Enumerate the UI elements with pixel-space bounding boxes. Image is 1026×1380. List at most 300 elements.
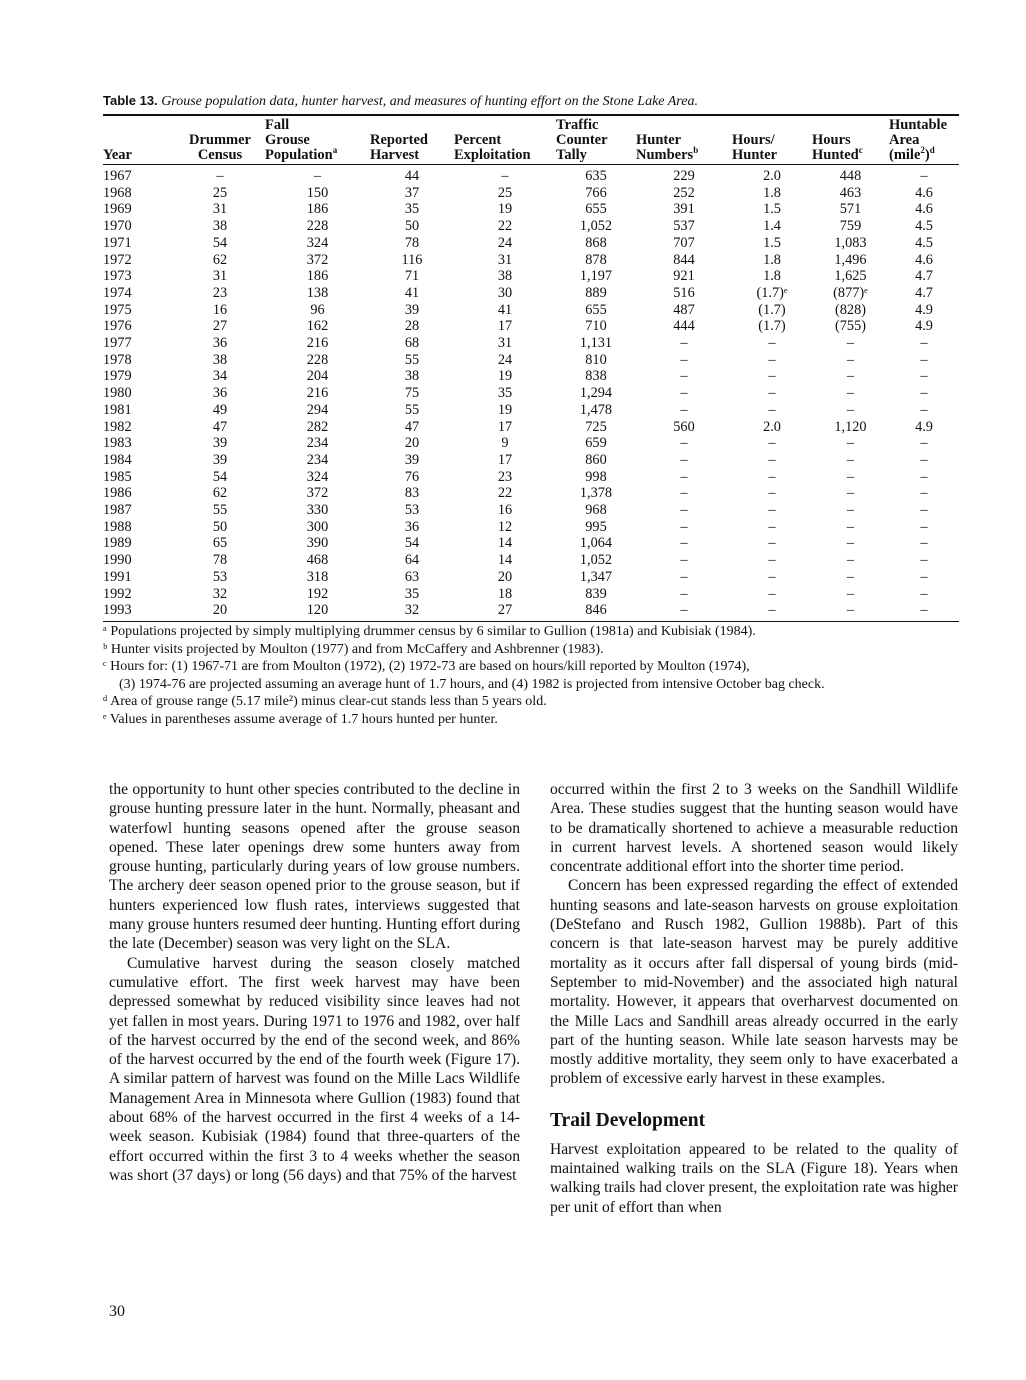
cell-traffic-tally: 878 <box>585 251 607 268</box>
cell-fall-population: 204 <box>306 368 329 385</box>
cell-fall-population: 390 <box>306 535 329 552</box>
cell-hours-per-hunter: – <box>768 485 776 502</box>
cell-hours-hunted: 1,083 <box>834 234 867 251</box>
cell-traffic-tally: 995 <box>585 518 607 535</box>
table-row <box>103 218 959 235</box>
cell-hunter-numbers: – <box>680 518 688 535</box>
cell-hunter-numbers: 844 <box>673 251 695 268</box>
table-title: Grouse population data, hunter harvest, and measures of hunting effort on the Stone Lake Area. <box>161 94 698 109</box>
cell-hours-hunted: (828) <box>835 301 866 318</box>
right-column <box>550 780 958 1217</box>
header-drummer-census: Drummer Census <box>175 116 265 165</box>
cell-hunter-numbers: 537 <box>673 218 695 235</box>
cell-drummer-census: 54 <box>212 468 228 485</box>
right-paragraph-3: Harvest exploitation appeared to be related to the quality of maintained walking trails on the SLA (Figure 18). Years when walking trails had clover present, the exploitation rate was higher per unit of effort than when <box>550 1140 958 1216</box>
cell-traffic-tally: 839 <box>585 585 607 602</box>
cell-traffic-tally: 838 <box>585 368 607 385</box>
cell-traffic-tally: 1,052 <box>579 552 613 569</box>
cell-traffic-tally: 766 <box>585 184 607 201</box>
cell-percent-exploitation: 14 <box>497 552 513 569</box>
table-row <box>103 502 959 519</box>
cell-year: 1986 <box>103 485 132 502</box>
cell-traffic-tally: 710 <box>585 318 607 335</box>
cell-huntable-area: – <box>920 468 928 485</box>
cell-drummer-census: 39 <box>212 451 228 468</box>
cell-hunter-numbers: – <box>680 502 688 519</box>
cell-fall-population: 372 <box>306 251 329 268</box>
cell-year: 1979 <box>103 368 132 385</box>
cell-drummer-census: – <box>216 168 224 184</box>
header-year: Year <box>103 116 175 165</box>
cell-hours-hunted: 1,120 <box>834 418 867 435</box>
cell-huntable-area: – <box>920 435 928 452</box>
table-footnotes <box>103 623 959 729</box>
cell-hunter-numbers: – <box>680 335 688 352</box>
cell-traffic-tally: 1,347 <box>579 568 613 585</box>
table-row <box>103 485 959 502</box>
table-row <box>103 385 959 402</box>
cell-year: 1974 <box>103 284 132 301</box>
header-hunter-numbers: Hunter Numbers$^b$ <box>636 116 732 165</box>
cell-percent-exploitation: 14 <box>497 535 513 552</box>
cell-hours-per-hunter: – <box>768 502 776 519</box>
cell-fall-population: 216 <box>306 335 329 352</box>
cell-drummer-census: 49 <box>212 401 228 418</box>
cell-hours-hunted: – <box>846 401 855 418</box>
cell-hours-hunted: (877)ᵉ <box>833 284 868 301</box>
cell-drummer-census: 20 <box>212 602 228 619</box>
cell-traffic-tally: 1,064 <box>579 535 613 552</box>
cell-hours-per-hunter: – <box>768 552 776 569</box>
cell-reported-harvest: 63 <box>404 568 420 585</box>
cell-fall-population: 186 <box>306 201 329 218</box>
header-reported-harvest: Reported Harvest <box>370 116 454 165</box>
cell-fall-population: 138 <box>306 284 329 301</box>
cell-percent-exploitation: 19 <box>497 368 513 385</box>
cell-percent-exploitation: 19 <box>497 201 513 218</box>
cell-year: 1977 <box>103 335 132 352</box>
cell-drummer-census: 31 <box>212 201 228 218</box>
table-row <box>103 402 959 419</box>
cell-hours-per-hunter: 2.0 <box>763 168 781 184</box>
cell-reported-harvest: 39 <box>404 451 420 468</box>
header-huntable-area: Huntable Area (mile$^2$)$^d$ <box>889 116 959 165</box>
cell-year: 1981 <box>103 401 132 418</box>
cell-traffic-tally: 868 <box>585 234 607 251</box>
cell-hunter-numbers: 560 <box>673 418 695 435</box>
section-heading: Trail Development <box>550 1109 706 1131</box>
cell-huntable-area: – <box>920 451 928 468</box>
cell-drummer-census: 25 <box>212 184 228 201</box>
cell-hours-hunted: 1,625 <box>834 268 867 285</box>
left-column <box>109 780 520 1185</box>
cell-reported-harvest: 38 <box>404 368 420 385</box>
cell-fall-population: 228 <box>306 218 329 235</box>
cell-hours-hunted: – <box>846 468 855 485</box>
cell-hours-hunted: – <box>846 568 855 585</box>
cell-hours-hunted: – <box>846 335 855 352</box>
cell-percent-exploitation: 31 <box>497 335 513 352</box>
cell-hours-per-hunter: (1.7)ᵉ <box>756 284 788 301</box>
cell-percent-exploitation: 23 <box>497 468 513 485</box>
cell-hunter-numbers: 921 <box>673 268 695 285</box>
table-row <box>103 469 959 486</box>
cell-traffic-tally: 810 <box>585 351 607 368</box>
cell-year: 1978 <box>103 351 132 368</box>
cell-hours-per-hunter: – <box>768 602 776 619</box>
cell-hunter-numbers: 516 <box>673 284 695 301</box>
cell-year: 1988 <box>103 518 132 535</box>
cell-hours-hunted: 571 <box>839 201 862 218</box>
cell-hours-per-hunter: 1.5 <box>763 201 781 218</box>
cell-hunter-numbers: 707 <box>673 234 695 251</box>
cell-hours-hunted: – <box>846 535 855 552</box>
table-row <box>103 452 959 469</box>
cell-fall-population: 192 <box>306 585 329 602</box>
left-paragraph-1: the opportunity to hunt other species contributed to the decline in grouse hunting pressure later in the hunt. Normally, pheasant and waterfowl hunting seasons opened after the grouse season opened. These later openings drew some hunters away from grouse hunting, particularly during years of low grouse numbers. The archery deer season opened prior to the grouse season, but if hunters experienced low flush rates, interviews suggested that many grouse hunters resumed deer hunting. Hunting effort during the late (December) season was very light on the SLA. <box>109 781 520 953</box>
cell-huntable-area: – <box>920 335 928 352</box>
cell-fall-population: 120 <box>306 602 329 619</box>
cell-percent-exploitation: 38 <box>497 268 513 285</box>
cell-fall-population: 228 <box>306 351 329 368</box>
cell-traffic-tally: 1,378 <box>579 485 613 502</box>
cell-traffic-tally: 659 <box>585 435 607 452</box>
cell-huntable-area: 4.9 <box>915 318 933 335</box>
table-row <box>103 268 959 285</box>
cell-percent-exploitation: – <box>501 168 509 184</box>
cell-year: 1972 <box>103 251 132 268</box>
cell-hunter-numbers: 252 <box>673 184 695 201</box>
table-13 <box>103 92 959 729</box>
cell-percent-exploitation: 25 <box>497 184 513 201</box>
cell-huntable-area: – <box>920 535 928 552</box>
cell-percent-exploitation: 17 <box>497 418 513 435</box>
page-number: 30 <box>109 1303 125 1320</box>
cell-percent-exploitation: 31 <box>497 251 513 268</box>
cell-year: 1987 <box>103 502 132 519</box>
cell-huntable-area: – <box>920 518 928 535</box>
cell-reported-harvest: 50 <box>404 218 420 235</box>
table-header-row <box>103 116 959 165</box>
cell-fall-population: 324 <box>306 234 329 251</box>
cell-year: 1993 <box>103 602 132 619</box>
table-row <box>103 165 959 185</box>
cell-hours-hunted: – <box>846 552 855 569</box>
header-hours-per-hunter: Hours/ Hunter <box>732 116 812 165</box>
header-hours-hunted: Hours Hunted$^c$ <box>812 116 889 165</box>
cell-hours-per-hunter: – <box>768 435 776 452</box>
cell-traffic-tally: 1,294 <box>579 385 613 402</box>
cell-hours-hunted: – <box>846 485 855 502</box>
cell-huntable-area: – <box>920 385 928 402</box>
cell-year: 1992 <box>103 585 132 602</box>
cell-hours-per-hunter: – <box>768 401 776 418</box>
header-fall-grouse-population: Fall Grouse Population$^a$ <box>265 116 370 165</box>
cell-traffic-tally: 1,131 <box>579 335 613 352</box>
cell-drummer-census: 34 <box>212 368 228 385</box>
cell-year: 1983 <box>103 435 132 452</box>
cell-fall-population: – <box>313 168 322 184</box>
cell-year: 1985 <box>103 468 132 485</box>
table-row <box>103 185 959 202</box>
cell-percent-exploitation: 30 <box>497 284 513 301</box>
cell-huntable-area: – <box>920 602 928 619</box>
cell-huntable-area: 4.6 <box>915 184 933 201</box>
cell-hours-hunted: – <box>846 368 855 385</box>
cell-fall-population: 300 <box>306 518 329 535</box>
cell-percent-exploitation: 16 <box>497 502 513 519</box>
cell-huntable-area: – <box>920 502 928 519</box>
table-row <box>103 235 959 252</box>
cell-drummer-census: 62 <box>212 485 228 502</box>
cell-drummer-census: 32 <box>212 585 228 602</box>
cell-hours-per-hunter: – <box>768 518 776 535</box>
footnote-c: ᶜ Hours for: (1) 1967-71 are from Moulton (1972), (2) 1972-73 are based on hours/kill reported by Moulton (1974), <box>103 659 750 675</box>
data-table <box>103 116 959 621</box>
cell-hours-hunted: 448 <box>839 168 862 184</box>
cell-fall-population: 294 <box>306 401 329 418</box>
footnote-d: ᵈ Area of grouse range (5.17 mile²) minus clear-cut stands less than 5 years old. <box>103 694 547 710</box>
cell-huntable-area: – <box>920 401 928 418</box>
footnote-a: ᵃ Populations projected by simply multiplying drummer census by 6 similar to Gullion (1981a) and Kubisiak (1984). <box>103 623 756 639</box>
cell-hours-per-hunter: – <box>768 568 776 585</box>
cell-fall-population: 318 <box>306 568 329 585</box>
table-row <box>103 302 959 319</box>
table-bottom-rule <box>103 621 959 622</box>
cell-hours-hunted: 759 <box>839 218 862 235</box>
cell-fall-population: 324 <box>306 468 329 485</box>
table-row <box>103 201 959 218</box>
cell-traffic-tally: 1,052 <box>579 218 613 235</box>
footnote-b: ᵇ Hunter visits projected by Moulton (1977) and from McCaffery and Ashbrenner (1983). <box>103 641 604 657</box>
cell-fall-population: 330 <box>306 502 329 519</box>
cell-drummer-census: 47 <box>212 418 228 435</box>
cell-year: 1990 <box>103 552 132 569</box>
cell-hunter-numbers: – <box>680 468 688 485</box>
cell-huntable-area: 4.6 <box>915 251 933 268</box>
cell-year: 1991 <box>103 568 132 585</box>
cell-reported-harvest: 28 <box>404 318 420 335</box>
cell-percent-exploitation: 20 <box>497 568 513 585</box>
cell-hunter-numbers: – <box>680 401 688 418</box>
cell-year: 1967 <box>103 168 132 184</box>
cell-hours-per-hunter: – <box>768 451 776 468</box>
cell-reported-harvest: 75 <box>404 385 420 402</box>
cell-hours-hunted: – <box>846 518 855 535</box>
cell-year: 1970 <box>103 218 132 235</box>
cell-reported-harvest: 55 <box>404 351 420 368</box>
cell-drummer-census: 53 <box>212 568 228 585</box>
cell-hunter-numbers: 229 <box>673 168 695 184</box>
cell-reported-harvest: 53 <box>404 502 420 519</box>
cell-huntable-area: 4.6 <box>915 201 933 218</box>
cell-percent-exploitation: 24 <box>497 234 513 251</box>
cell-huntable-area: 4.9 <box>915 418 933 435</box>
cell-huntable-area: – <box>920 485 928 502</box>
cell-hours-hunted: (755) <box>835 318 866 335</box>
cell-hours-per-hunter: – <box>768 468 776 485</box>
cell-year: 1975 <box>103 301 132 318</box>
cell-drummer-census: 23 <box>212 284 228 301</box>
cell-traffic-tally: 1,478 <box>579 401 613 418</box>
cell-drummer-census: 39 <box>212 435 228 452</box>
cell-fall-population: 150 <box>306 184 329 201</box>
cell-year: 1971 <box>103 234 132 251</box>
cell-hunter-numbers: – <box>680 568 688 585</box>
cell-hours-hunted: – <box>846 502 855 519</box>
cell-traffic-tally: 998 <box>585 468 607 485</box>
cell-hours-per-hunter: 1.8 <box>763 268 781 285</box>
cell-hours-per-hunter: 1.4 <box>763 218 781 235</box>
table-row <box>103 535 959 552</box>
table-row <box>103 586 959 603</box>
table-label: Table 13. <box>103 93 158 108</box>
cell-hunter-numbers: – <box>680 435 688 452</box>
cell-fall-population: 234 <box>306 451 329 468</box>
cell-huntable-area: – <box>920 568 928 585</box>
cell-drummer-census: 54 <box>212 234 228 251</box>
cell-reported-harvest: 116 <box>401 251 423 268</box>
cell-percent-exploitation: 9 <box>501 435 509 452</box>
cell-reported-harvest: 55 <box>404 401 420 418</box>
cell-year: 1984 <box>103 451 132 468</box>
table-row <box>103 318 959 335</box>
cell-huntable-area: 4.5 <box>915 234 933 251</box>
cell-reported-harvest: 41 <box>404 284 420 301</box>
cell-percent-exploitation: 19 <box>497 401 513 418</box>
cell-year: 1976 <box>103 318 132 335</box>
cell-traffic-tally: 655 <box>585 201 607 218</box>
table-row <box>103 368 959 385</box>
cell-hours-per-hunter: (1.7) <box>758 318 786 335</box>
table-row <box>103 552 959 569</box>
cell-traffic-tally: 725 <box>585 418 607 435</box>
cell-hours-hunted: 463 <box>839 184 862 201</box>
cell-hours-per-hunter: – <box>768 335 776 352</box>
cell-reported-harvest: 36 <box>404 518 420 535</box>
cell-percent-exploitation: 12 <box>497 518 513 535</box>
table-row <box>103 335 959 352</box>
cell-hours-per-hunter: 1.8 <box>763 251 781 268</box>
cell-fall-population: 186 <box>306 268 329 285</box>
cell-reported-harvest: 76 <box>404 468 420 485</box>
cell-year: 1969 <box>103 201 132 218</box>
cell-hours-per-hunter: – <box>768 368 776 385</box>
cell-huntable-area: – <box>920 168 928 184</box>
cell-hours-per-hunter: 1.8 <box>763 184 781 201</box>
cell-hunter-numbers: – <box>680 385 688 402</box>
cell-percent-exploitation: 35 <box>497 385 513 402</box>
cell-huntable-area: 4.9 <box>915 301 933 318</box>
header-percent-exploitation: Percent Exploitation <box>454 116 556 165</box>
cell-traffic-tally: 846 <box>585 602 607 619</box>
cell-drummer-census: 31 <box>212 268 228 285</box>
cell-year: 1968 <box>103 184 132 201</box>
footnote-e: ᵉ Values in parentheses assume average of 1.7 hours hunted per hunter. <box>103 711 498 727</box>
cell-hunter-numbers: – <box>680 485 688 502</box>
cell-fall-population: 96 <box>310 301 325 318</box>
table-row <box>103 569 959 586</box>
cell-percent-exploitation: 41 <box>497 301 513 318</box>
cell-reported-harvest: 44 <box>404 168 420 184</box>
right-paragraph-1: occurred within the first 2 to 3 weeks on the Sandhill Wildlife Area. These studies suggest that the hunting season would have to be dramatically shortened to achieve a measurable reduction in current harvest levels. A shortened season would likely concentrate additional effort into the shorter time period. <box>550 781 958 876</box>
cell-huntable-area: 4.7 <box>915 268 933 285</box>
table-row <box>103 602 959 621</box>
cell-traffic-tally: 635 <box>585 168 607 184</box>
cell-percent-exploitation: 27 <box>497 602 513 619</box>
cell-drummer-census: 16 <box>212 301 228 318</box>
cell-fall-population: 282 <box>306 418 329 435</box>
cell-hours-hunted: – <box>846 585 855 602</box>
cell-hunter-numbers: 487 <box>673 301 695 318</box>
cell-hunter-numbers: – <box>680 552 688 569</box>
cell-reported-harvest: 35 <box>404 585 420 602</box>
cell-drummer-census: 36 <box>212 385 228 402</box>
cell-traffic-tally: 1,197 <box>579 268 613 285</box>
table-caption <box>103 92 959 111</box>
cell-reported-harvest: 37 <box>404 184 420 201</box>
left-paragraph-2: Cumulative harvest during the season closely matched cumulative effort. The first week harvest may have been depressed somewhat by reduced visibility since leaves had not yet fallen in most years. During 1971 to 1976 and 1982, over half of the harvest occurred by the end of the second week, and 86% of the harvest occurred by the end of the fourth week (Figure 17). A similar pattern of harvest was found on the Mille Lacs Wildlife Management Area in Minnesota where Gullion (1983) found that about 68% of the harvest occurred in the first 4 weeks of a 14-week season. Kubisiak (1984) found that three-quarters of the effort occurred within the first 3 to 4 weeks whether the season was short (37 days) or long (56 days) and that 75% of the harvest <box>109 954 520 1184</box>
cell-hunter-numbers: – <box>680 368 688 385</box>
cell-fall-population: 162 <box>306 318 329 335</box>
cell-reported-harvest: 54 <box>404 535 420 552</box>
cell-reported-harvest: 20 <box>404 435 420 452</box>
table-row <box>103 285 959 302</box>
cell-fall-population: 234 <box>306 435 329 452</box>
cell-fall-population: 468 <box>306 552 329 569</box>
cell-huntable-area: – <box>920 351 928 368</box>
table-row <box>103 435 959 452</box>
cell-huntable-area: – <box>920 368 928 385</box>
table-row <box>103 519 959 536</box>
cell-percent-exploitation: 24 <box>497 351 513 368</box>
cell-hours-per-hunter: – <box>768 585 776 602</box>
cell-reported-harvest: 39 <box>404 301 420 318</box>
cell-traffic-tally: 968 <box>585 502 607 519</box>
cell-year: 1982 <box>103 418 132 435</box>
cell-hunter-numbers: – <box>680 535 688 552</box>
header-traffic-counter-tally: Traffic Counter Tally <box>556 116 636 165</box>
cell-drummer-census: 36 <box>212 335 228 352</box>
cell-hours-hunted: – <box>846 435 855 452</box>
cell-hours-hunted: – <box>846 451 855 468</box>
cell-drummer-census: 50 <box>212 518 228 535</box>
cell-hours-per-hunter: – <box>768 535 776 552</box>
cell-traffic-tally: 655 <box>585 301 607 318</box>
cell-year: 1989 <box>103 535 132 552</box>
cell-hunter-numbers: – <box>680 351 688 368</box>
cell-hours-per-hunter: (1.7) <box>758 301 786 318</box>
cell-percent-exploitation: 22 <box>497 218 513 235</box>
cell-drummer-census: 27 <box>212 318 228 335</box>
cell-year: 1973 <box>103 268 132 285</box>
cell-percent-exploitation: 17 <box>497 318 513 335</box>
cell-reported-harvest: 83 <box>404 485 420 502</box>
cell-year: 1980 <box>103 385 132 402</box>
cell-fall-population: 372 <box>306 485 329 502</box>
cell-drummer-census: 38 <box>212 351 228 368</box>
cell-drummer-census: 62 <box>212 251 228 268</box>
cell-reported-harvest: 47 <box>404 418 420 435</box>
cell-hunter-numbers: – <box>680 602 688 619</box>
cell-huntable-area: – <box>920 552 928 569</box>
cell-percent-exploitation: 17 <box>497 451 513 468</box>
cell-reported-harvest: 64 <box>404 552 420 569</box>
right-paragraph-2: Concern has been expressed regarding the effect of extended hunting seasons and late-season harvests on grouse exploitation (DeStefano and Rusch 1982, Gullion 1988b). Part of this concern is that late-season harvest may be purely additive mortality as it occurs after fall dispersal of young birds (mid-September to mid-November) and the associated high natural mortality. However, it appears that overharvest documented on the Mille Lacs and Sandhill areas already occurred in the early part of the hunting season. While late season harvests may be mostly additive mortality, they seem only to have exacerbated a problem of excessive early harvest in these examples. <box>550 877 958 1088</box>
cell-hunter-numbers: – <box>680 451 688 468</box>
cell-hours-per-hunter: 1.5 <box>763 234 781 251</box>
cell-hours-per-hunter: – <box>768 385 776 402</box>
